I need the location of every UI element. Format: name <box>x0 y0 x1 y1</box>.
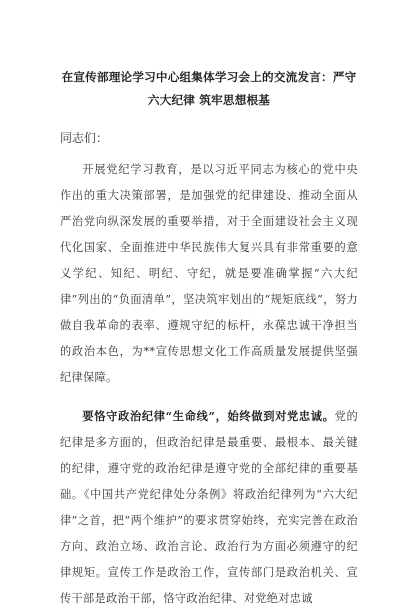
title-line-1: 在宣传部理论学习中心组集体学习会上的交流发言：严守 <box>61 70 357 84</box>
document-title <box>60 66 358 112</box>
paragraph-2-lead: 要恪守政治纪律“生命线”，始终做到对党忠诚。 <box>82 409 335 423</box>
paragraph-1: 开展党纪学习教育，是以习近平同志为核心的党中央作出的重大决策部署，是加强党的纪律建设、推动全面从严治党向纵深发展的重要举措，对于全面建设社会主义现代化国家、全面推进中华民族伟大复兴具有非常重要的意义学纪、知纪、明纪、守纪，就是要准确掌握“六大纪律”列出的“负面清单”，坚决筑牢划出的“规矩底线”，努力做自我革命的表率、遵规守纪的标杆，永葆忠诚干净担当的政治本色，为**宣传思想文化工作高质量发展提供坚强纪律保障。 <box>60 163 358 384</box>
paragraph-2 <box>60 403 358 612</box>
salutation: 同志们： <box>60 131 109 145</box>
paragraph-2-body: 党的纪律是多方面的，但政治纪律是最重要、最根本、最关键的纪律，遵守党的政治纪律是遵守党的全部纪律的重要基础。《中国共产党纪律处分条例》将政治纪律列为“六大纪律”之首，把“两个维护”的要求贯穿始终，充实完善在政治方向、政治立场、政治言论、政治行为方面必须遵守的纪律规矩。宣传工作是政治工作，宣传部门是政治机关、宣传干部是政治干部，恪守政治纪律、对党绝对忠诚 <box>60 410 358 605</box>
title-line-2: 六大纪律 筑牢思想根基 <box>147 93 271 107</box>
